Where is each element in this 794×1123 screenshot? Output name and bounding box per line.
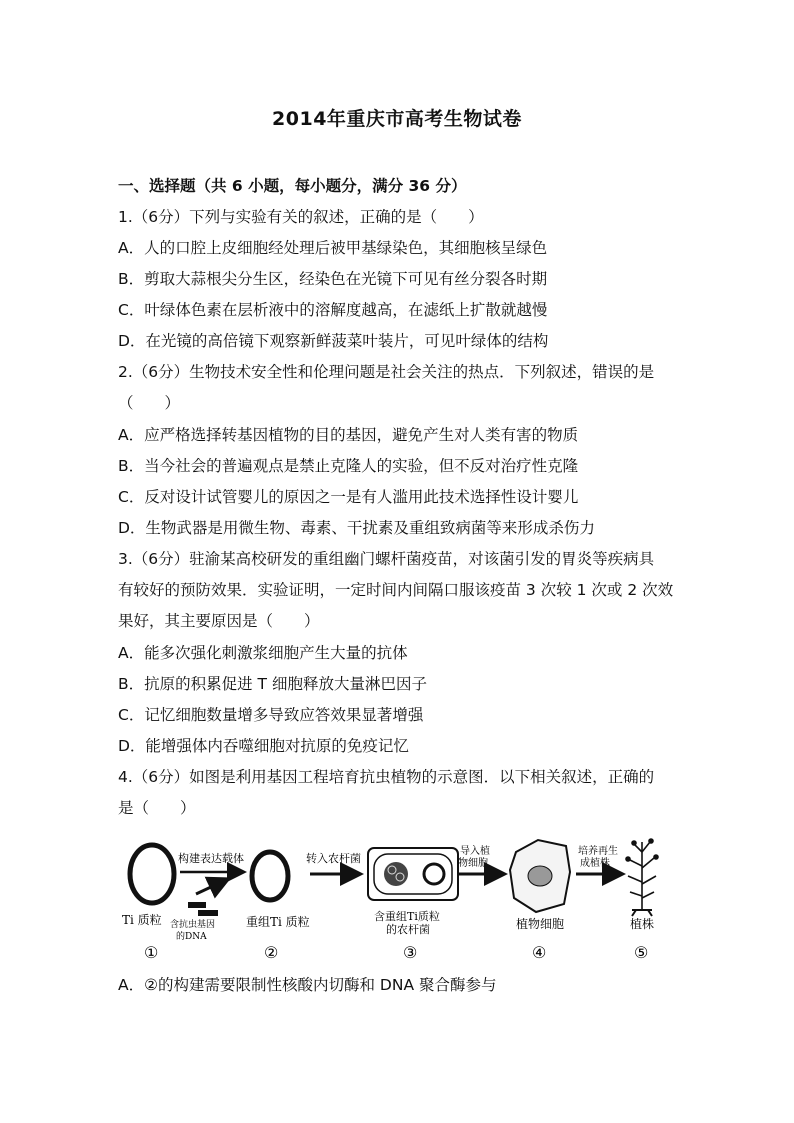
section-heading: 一、选择题（共 6 小题，每小题分，满分 36 分） (118, 177, 467, 195)
plant-icon (626, 839, 658, 916)
ti-plasmid-icon (130, 845, 174, 903)
question-3-option-c: C．记忆细胞数量增多导致应答效果显著增强 (118, 706, 424, 724)
question-3-option-b: B．抗原的积累促进 T 细胞释放大量淋巴因子 (118, 675, 427, 693)
question-2-option-c: C．反对设计试管婴儿的原因之一是有人滥用此技术选择性设计婴儿 (118, 488, 579, 506)
step1-num: ① (144, 943, 159, 962)
step5-label: 植株 (630, 917, 655, 931)
question-3-stem-cont: 有较好的预防效果．实验证明，一定时间内间隔口服该疫苗 3 次较 1 次或 2 次效 (118, 581, 674, 599)
dna-fragment-icon (188, 902, 206, 908)
step4-label: 植物细胞 (516, 917, 565, 931)
arrow4-label-2: 成植株 (580, 858, 610, 869)
question-4-stem: 4.（6分）如图是利用基因工程培育抗虫植物的示意图．以下相关叙述，正确的 (118, 768, 655, 786)
question-4-stem-cont: 是（ ） (118, 799, 196, 817)
step2-num: ② (264, 943, 279, 962)
question-2-option-d: D．生物武器是用微生物、毒素、干扰素及重组致病菌等来形成杀伤力 (118, 519, 595, 537)
question-3-stem-cont2: 果好，其主要原因是（ ） (118, 612, 320, 630)
arrow1-label: 构建表达载体 (178, 852, 244, 865)
question-2-stem-cont: （ ） (118, 394, 181, 412)
step1-extra-1: 含抗虫基因 (170, 920, 216, 930)
question-1-option-d: D．在光镜的高倍镜下观察新鲜菠菜叶装片，可见叶绿体的结构 (118, 332, 549, 350)
step2-label: 重组Ti 质粒 (246, 915, 310, 929)
question-1-stem: 1.（6分）下列与实验有关的叙述，正确的是（ ） (118, 208, 484, 226)
gene-engineering-diagram (118, 832, 678, 967)
step3-label-1: 含重组Ti质粒 (374, 910, 440, 923)
step1-label: Ti 质粒 (122, 913, 162, 927)
question-3-option-d: D．能增强体内吞噬细胞对抗原的免疫记忆 (118, 737, 409, 755)
question-1-option-c: C．叶绿体色素在层析液中的溶解度越高，在滤纸上扩散就越慢 (118, 301, 548, 319)
arrow3-label-2: 物细胞 (458, 858, 488, 869)
paper-title: 2014年重庆市高考生物试卷 (272, 108, 522, 130)
arrow2-label: 转入农杆菌 (306, 852, 361, 865)
question-2-option-b: B．当今社会的普遍观点是禁止克隆人的实验，但不反对治疗性克隆 (118, 457, 579, 475)
arrow4-label-1: 培养再生 (578, 846, 618, 857)
step3-label-2: 的农杆菌 (386, 923, 430, 936)
arrow3-label-1: 导入植 (460, 846, 490, 857)
question-3-stem: 3.（6分）驻渝某高校研发的重组幽门螺杆菌疫苗，对该菌引发的胃炎等疾病具 (118, 550, 655, 568)
question-4-option-a: A．②的构建需要限制性核酸内切酶和 DNA 聚合酶参与 (118, 976, 497, 994)
question-3-option-a: A．能多次强化刺激浆细胞产生大量的抗体 (118, 644, 408, 662)
question-2-stem: 2.（6分）生物技术安全性和伦理问题是社会关注的热点．下列叙述，错误的是 (118, 363, 655, 381)
step4-num: ④ (532, 943, 547, 962)
recombinant-plasmid-icon (252, 852, 288, 900)
step1-extra-2: 的DNA (176, 932, 207, 942)
step5-num: ⑤ (634, 943, 649, 962)
question-1-option-a: A．人的口腔上皮细胞经处理后被甲基绿染色，其细胞核呈绿色 (118, 239, 548, 257)
question-2-option-a: A．应严格选择转基因植物的目的基因，避免产生对人类有害的物质 (118, 426, 579, 444)
step3-num: ③ (403, 943, 418, 962)
question-1-option-b: B．剪取大蒜根尖分生区，经染色在光镜下可见有丝分裂各时期 (118, 270, 548, 288)
